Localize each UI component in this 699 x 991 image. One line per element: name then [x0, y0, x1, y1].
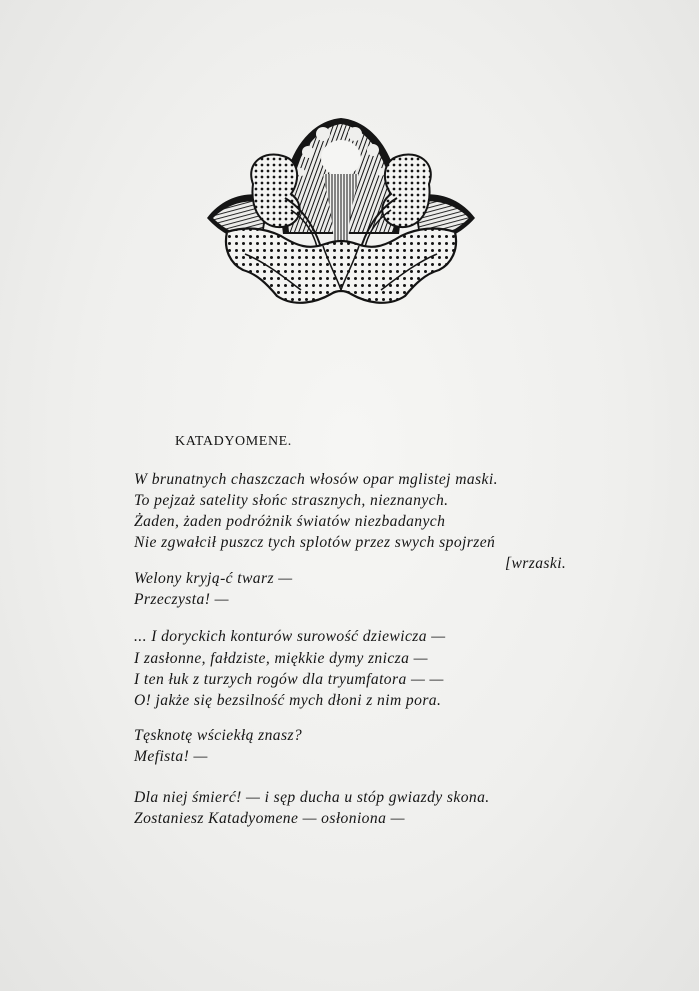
verse-line: Zostaniesz Katadyomene — osłoniona — [134, 810, 405, 827]
verse-line-continuation: [wrzaski. [505, 555, 567, 572]
verse-line: I zasłonne, fałdziste, miękkie dymy znicza — [134, 650, 428, 667]
verse-line: W brunatnych chaszczach włosów opar mglistej maski. [134, 471, 498, 488]
verse-line: Dla niej śmierć! — i sęp ducha u stóp gwiazdy skona. [134, 789, 490, 806]
verse-line: Przeczysta! — [134, 591, 229, 608]
verse-line: Żaden, żaden podróżnik światów niezbadanych [134, 513, 446, 530]
verse-line: O! jakże się bezsilność mych dłoni z nim pora. [134, 692, 442, 709]
verse-line: ... I doryckich konturów surowość dziewicza — [134, 628, 446, 645]
verse-line: To pejzaż satelity słońc strasznych, nieznanych. [134, 492, 449, 509]
verse-line: Nie zgwałcił puszcz tych splotów przez swych spojrzeń [134, 534, 496, 551]
verse-line: Mefista! — [134, 748, 208, 765]
poem-title: KATADYOMENE. [175, 434, 292, 449]
verse-line: Welony kryją-ć twarz — [134, 570, 293, 587]
art-nouveau-vignette [205, 114, 477, 308]
verse-line: Tęsknotę wściekłą znasz? [134, 727, 303, 744]
verse-line: I ten łuk z turzych rogów dla tryumfatora — — [134, 671, 444, 688]
